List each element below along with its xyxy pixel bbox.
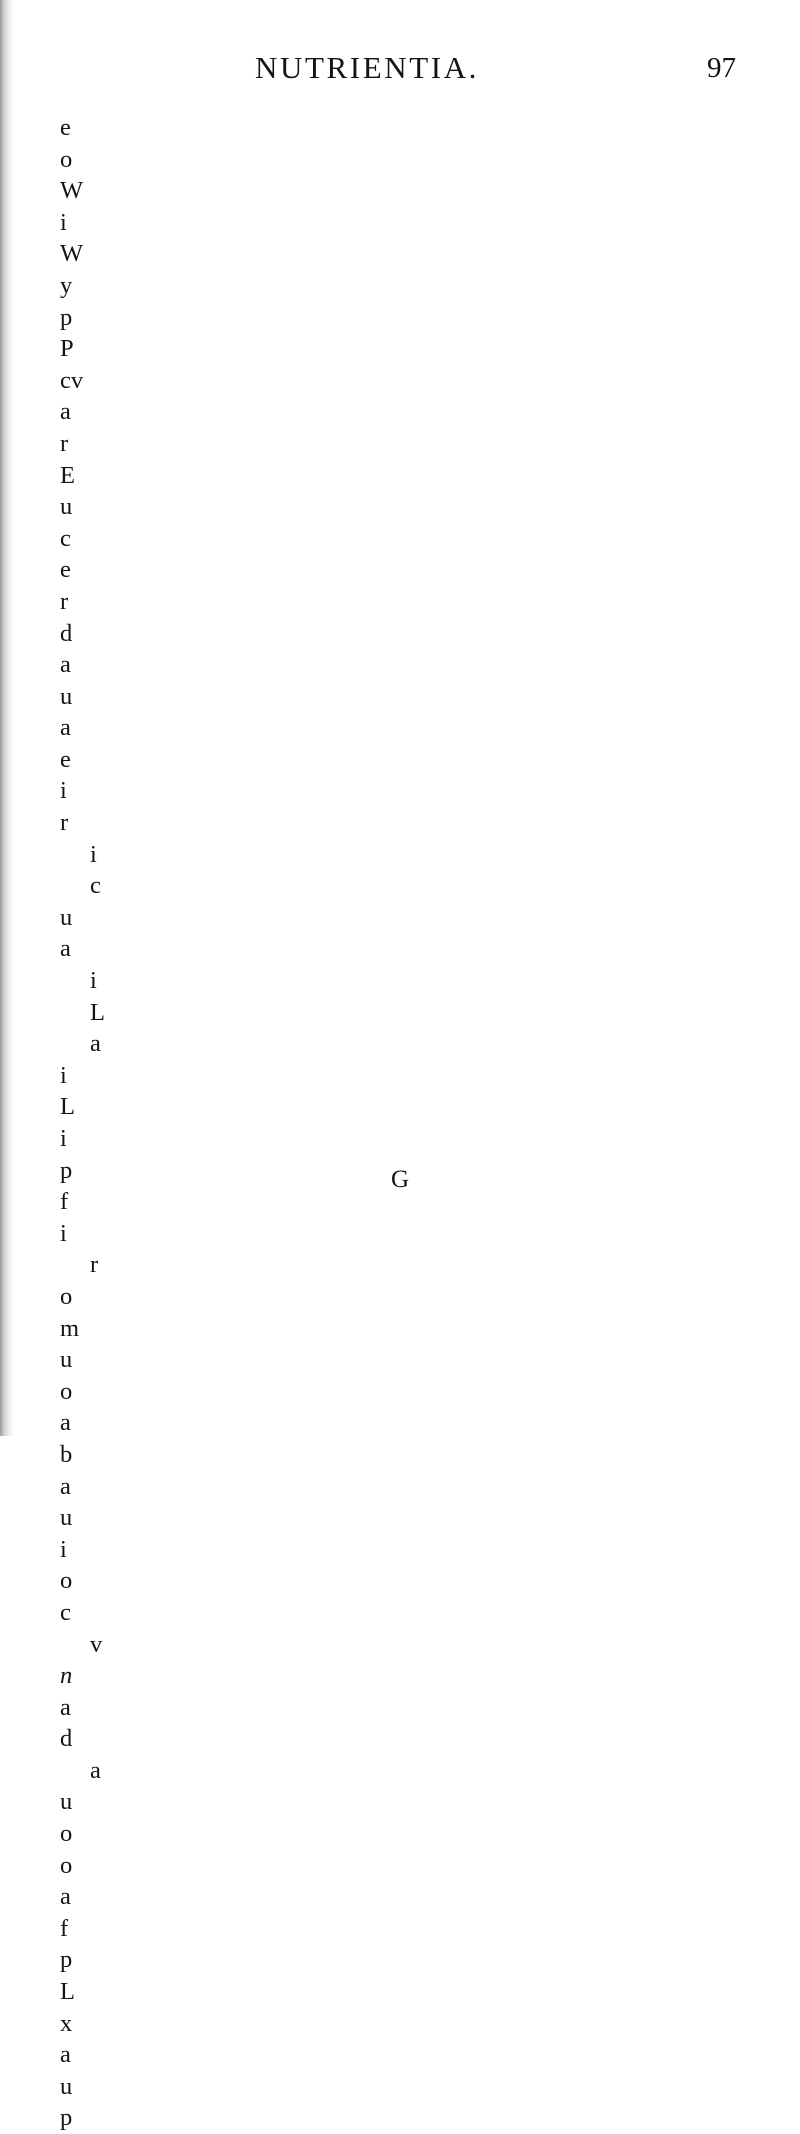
text-run: f [60, 1914, 69, 1942]
text-run: a [60, 2041, 71, 2069]
text-run: i [90, 840, 97, 868]
text-line [60, 1218, 740, 1250]
text-run: o [60, 1851, 73, 1879]
text-line [60, 1407, 740, 1439]
text-run: a [60, 935, 71, 963]
text-run: r [60, 429, 69, 457]
text-run: o [60, 1377, 73, 1405]
text-line [60, 1060, 740, 1092]
text-run: x [60, 2009, 73, 2037]
text-line [60, 997, 740, 1029]
text-run: u [60, 682, 73, 710]
text-line [60, 839, 740, 871]
text-run: a [60, 1409, 71, 1437]
text-run: o [60, 145, 73, 173]
text-run: e [60, 556, 71, 584]
text-line [60, 144, 740, 176]
text-run: v [90, 1630, 103, 1658]
text-line [60, 112, 740, 144]
text-run: y [60, 271, 73, 299]
text-line [60, 807, 740, 839]
text-run: r [60, 809, 69, 837]
text-line [60, 2039, 740, 2071]
text-run: c [90, 872, 101, 900]
text-line [60, 1629, 740, 1661]
text-line [60, 270, 740, 302]
text-run: L [90, 998, 105, 1026]
text-line [60, 1881, 740, 1913]
text-run: i [60, 1061, 67, 1089]
text-line [60, 1692, 740, 1724]
text-run: E [60, 461, 75, 489]
text-line [60, 1786, 740, 1818]
text-line [60, 1344, 740, 1376]
text-line [60, 554, 740, 586]
text-line [60, 1755, 740, 1787]
text-run: a [60, 1883, 71, 1911]
text-run: i [60, 1535, 67, 1563]
text-run: a [60, 1472, 71, 1500]
text-line [60, 744, 740, 776]
text-line [60, 1818, 740, 1850]
text-line [60, 902, 740, 934]
text-line [60, 1944, 740, 1976]
text-line [60, 775, 740, 807]
text-line [60, 428, 740, 460]
text-run: p [60, 2104, 73, 2132]
text-line [60, 1976, 740, 2008]
text-run: L [60, 1093, 75, 1121]
text-line [60, 712, 740, 744]
text-run: p [60, 1946, 73, 1974]
text-line [60, 238, 740, 270]
text-line [60, 1565, 740, 1597]
text-line [60, 1028, 740, 1060]
text-line [60, 586, 740, 618]
text-run: i [60, 1219, 67, 1247]
text-run: u [60, 1346, 73, 1374]
text-line [60, 365, 740, 397]
text-line [60, 396, 740, 428]
text-run: a [60, 714, 71, 742]
text-run: i [60, 777, 67, 805]
text-run: L [60, 1978, 75, 2006]
text-line [60, 1281, 740, 1313]
text-run: o [60, 1820, 73, 1848]
text-line [60, 1249, 740, 1281]
text-run: d [60, 1725, 73, 1753]
text-line [60, 933, 740, 965]
text-line [60, 1123, 740, 1155]
page-number: 97 [707, 52, 736, 84]
body-text [60, 112, 740, 2134]
text-line [60, 1502, 740, 1534]
text-line [60, 2102, 740, 2134]
text-run: r [90, 1251, 99, 1279]
text-line [60, 207, 740, 239]
text-line [60, 1439, 740, 1471]
text-line [60, 1913, 740, 1945]
running-header [255, 50, 736, 86]
text-run: o [60, 1567, 73, 1595]
text-run: f [60, 1188, 69, 1216]
text-run: u [60, 493, 73, 521]
text-run: p [60, 1156, 73, 1184]
text-run: a [90, 1030, 101, 1058]
text-run: r [60, 587, 69, 615]
text-run: c [60, 1598, 71, 1626]
text-run: i [90, 967, 97, 995]
text-line [60, 491, 740, 523]
text-line [60, 1534, 740, 1566]
italic-term: n [60, 1662, 73, 1690]
text-line [60, 1597, 740, 1629]
text-line [60, 175, 740, 207]
text-run: a [60, 1693, 71, 1721]
text-run: a [90, 1756, 101, 1784]
text-run: u [60, 1504, 73, 1532]
text-line [60, 649, 740, 681]
text-run: e [60, 745, 71, 773]
text-run: m [60, 1314, 80, 1342]
text-line [60, 460, 740, 492]
text-line [60, 1850, 740, 1882]
text-line [60, 870, 740, 902]
text-run: W [60, 240, 84, 268]
text-line [60, 2008, 740, 2040]
text-run: c [60, 366, 71, 394]
page-edge-shadow [0, 0, 14, 1436]
text-line [60, 1471, 740, 1503]
text-line [60, 1091, 740, 1123]
running-title: NUTRIENTIA. [255, 50, 480, 85]
text-run: b [60, 1440, 73, 1468]
text-run: W [60, 177, 84, 205]
text-run: P [60, 335, 74, 363]
text-run: o [60, 1282, 73, 1310]
text-line [60, 965, 740, 997]
text-run: u [60, 1788, 73, 1816]
text-run: c [60, 524, 71, 552]
text-run: p [60, 303, 73, 331]
text-line [60, 681, 740, 713]
text-run: a [60, 651, 71, 679]
text-run: d [60, 619, 73, 647]
text-line [60, 1376, 740, 1408]
text-line [60, 1313, 740, 1345]
text-run: u [60, 2072, 73, 2100]
text-line [60, 333, 740, 365]
text-run: u [60, 903, 73, 931]
text-run: i [60, 208, 67, 236]
text-run: v [70, 366, 84, 394]
text-run: i [60, 1125, 67, 1152]
text-line [60, 302, 740, 334]
signature-mark: G [390, 1166, 410, 1193]
text-line [60, 1660, 740, 1692]
text-line [60, 618, 740, 650]
text-run: e [60, 114, 71, 141]
text-line [60, 2071, 740, 2103]
text-line [60, 1723, 740, 1755]
text-run: a [60, 398, 71, 426]
text-line [60, 523, 740, 555]
